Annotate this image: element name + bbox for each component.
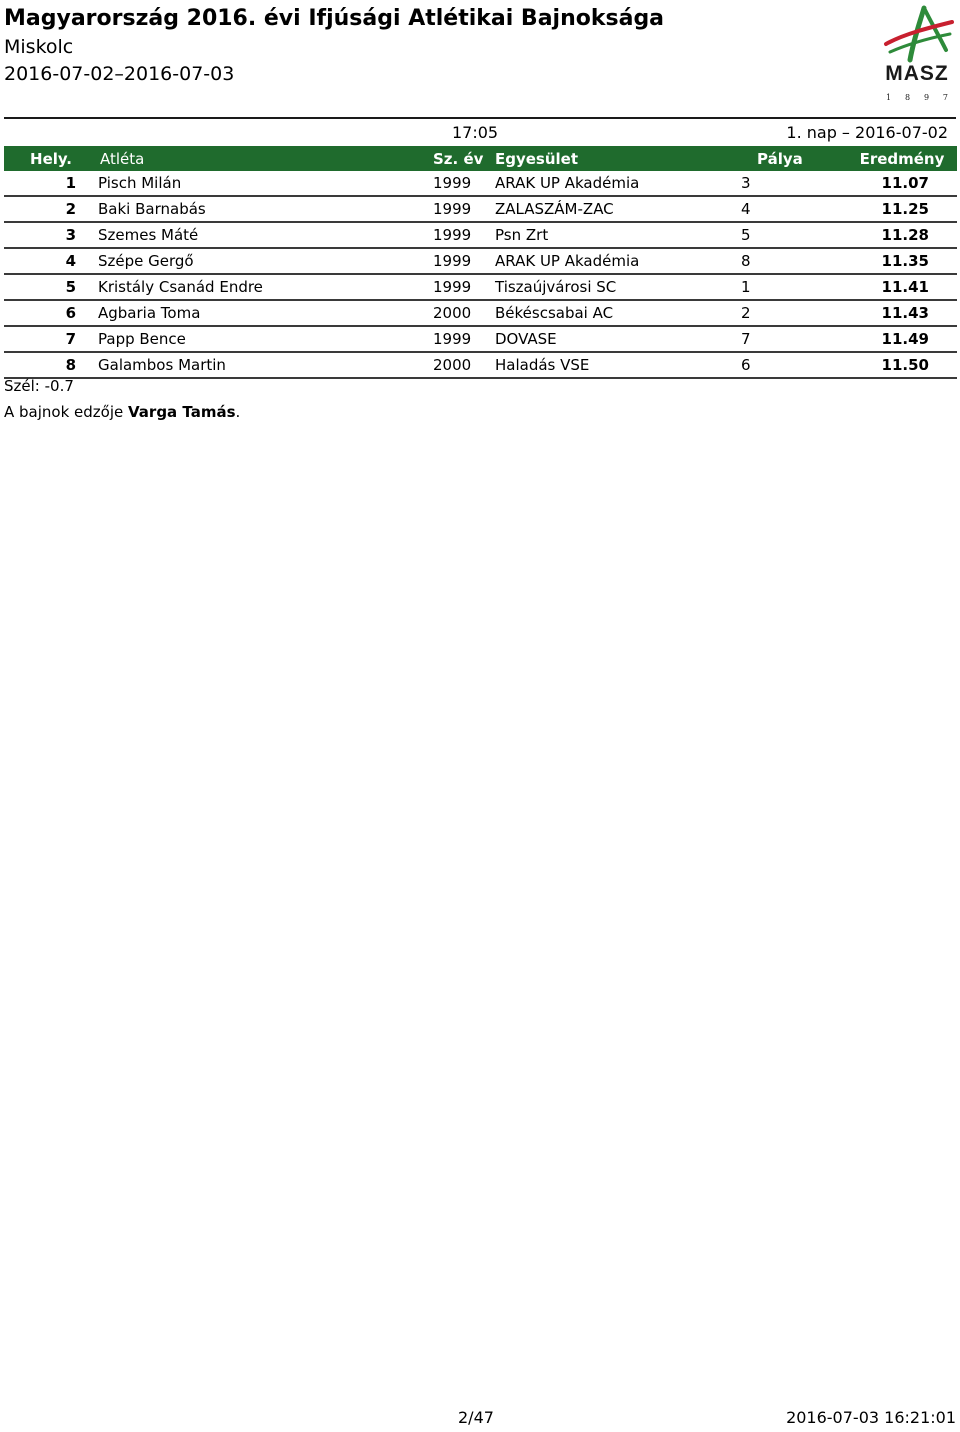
coach-name: Varga Tamás (128, 403, 236, 421)
event-city: Miskolc (4, 36, 74, 58)
cell-result: 11.50 (847, 352, 957, 378)
print-timestamp: 2016-07-03 16:21:01 (786, 1408, 956, 1427)
cell-athlete: Baki Barnabás (98, 196, 433, 222)
cell-lane: 1 (741, 274, 847, 300)
col-header-lane: Pálya (757, 149, 803, 168)
session-day: 1. nap – 2016-07-02 (786, 123, 948, 142)
cell-birth-year: 1999 (433, 196, 495, 222)
cell-club: ARAK UP Akadémia (495, 248, 741, 274)
page-title: Magyarország 2016. évi Ifjúsági Atlétikai Bajnoksága (4, 6, 665, 31)
champion-coach-note (4, 402, 240, 422)
cell-athlete: Galambos Martin (98, 352, 433, 378)
cell-athlete: Pisch Milán (98, 171, 433, 196)
coach-prefix: A bajnok edzője (4, 403, 129, 421)
results-table (4, 146, 957, 379)
logo-year-digit: 7 (942, 93, 948, 102)
cell-athlete: Kristály Csanád Endre (98, 274, 433, 300)
cell-place: 3 (4, 222, 98, 248)
cell-birth-year: 1999 (433, 274, 495, 300)
cell-result: 11.28 (847, 222, 957, 248)
cell-athlete: Agbaria Toma (98, 300, 433, 326)
col-header-club: Egyesület (495, 149, 579, 168)
table-row (4, 352, 957, 378)
masz-emblem-icon (880, 4, 954, 64)
table-row (4, 248, 957, 274)
logo-year-digit: 1 (886, 93, 892, 102)
logo-year (886, 93, 948, 102)
logo-year-digit: 9 (923, 93, 930, 102)
col-header-birth-year: Sz. év (433, 149, 484, 168)
masz-logo (880, 4, 954, 104)
cell-lane: 3 (741, 171, 847, 196)
cell-lane: 7 (741, 326, 847, 352)
cell-club: Haladás VSE (495, 352, 741, 378)
table-row (4, 171, 957, 196)
cell-place: 2 (4, 196, 98, 222)
cell-athlete: Szemes Máté (98, 222, 433, 248)
session-meta (4, 121, 948, 145)
cell-place: 7 (4, 326, 98, 352)
cell-birth-year: 2000 (433, 352, 495, 378)
cell-athlete: Papp Bence (98, 326, 433, 352)
cell-place: 8 (4, 352, 98, 378)
cell-result: 11.49 (847, 326, 957, 352)
cell-club: ARAK UP Akadémia (495, 171, 741, 196)
cell-place: 5 (4, 274, 98, 300)
results-header-row (4, 146, 957, 171)
cell-result: 11.41 (847, 274, 957, 300)
col-header-athlete: Atléta (100, 149, 145, 168)
cell-result: 11.07 (847, 171, 957, 196)
cell-lane: 2 (741, 300, 847, 326)
cell-lane: 8 (741, 248, 847, 274)
col-header-place: Hely. (30, 149, 72, 168)
table-row (4, 300, 957, 326)
cell-club: ZALASZÁM-ZAC (495, 196, 741, 222)
cell-lane: 4 (741, 196, 847, 222)
document-header (4, 4, 884, 88)
cell-club: Tiszaújvárosi SC (495, 274, 741, 300)
cell-athlete: Szépe Gergő (98, 248, 433, 274)
header-divider (4, 117, 956, 119)
cell-result: 11.43 (847, 300, 957, 326)
cell-birth-year: 1999 (433, 326, 495, 352)
cell-place: 4 (4, 248, 98, 274)
cell-club: Psn Zrt (495, 222, 741, 248)
event-dates: 2016-07-02–2016-07-03 (4, 63, 235, 85)
cell-birth-year: 1999 (433, 222, 495, 248)
cell-birth-year: 1999 (433, 171, 495, 196)
logo-text: MASZ (885, 62, 949, 85)
cell-birth-year: 1999 (433, 248, 495, 274)
cell-result: 11.25 (847, 196, 957, 222)
wind-reading: Szél: -0.7 (4, 377, 74, 395)
table-row (4, 222, 957, 248)
cell-birth-year: 2000 (433, 300, 495, 326)
cell-place: 6 (4, 300, 98, 326)
col-header-result: Eredmény (859, 149, 945, 168)
coach-suffix: . (235, 403, 241, 421)
page-number: 2/47 (458, 1408, 494, 1427)
table-row (4, 326, 957, 352)
session-time: 17:05 (452, 123, 499, 142)
cell-place: 1 (4, 171, 98, 196)
table-row (4, 196, 957, 222)
cell-result: 11.35 (847, 248, 957, 274)
cell-lane: 6 (741, 352, 847, 378)
logo-year-digit: 8 (904, 93, 911, 102)
cell-lane: 5 (741, 222, 847, 248)
cell-club: Békéscsabai AC (495, 300, 741, 326)
table-row (4, 274, 957, 300)
cell-club: DOVASE (495, 326, 741, 352)
